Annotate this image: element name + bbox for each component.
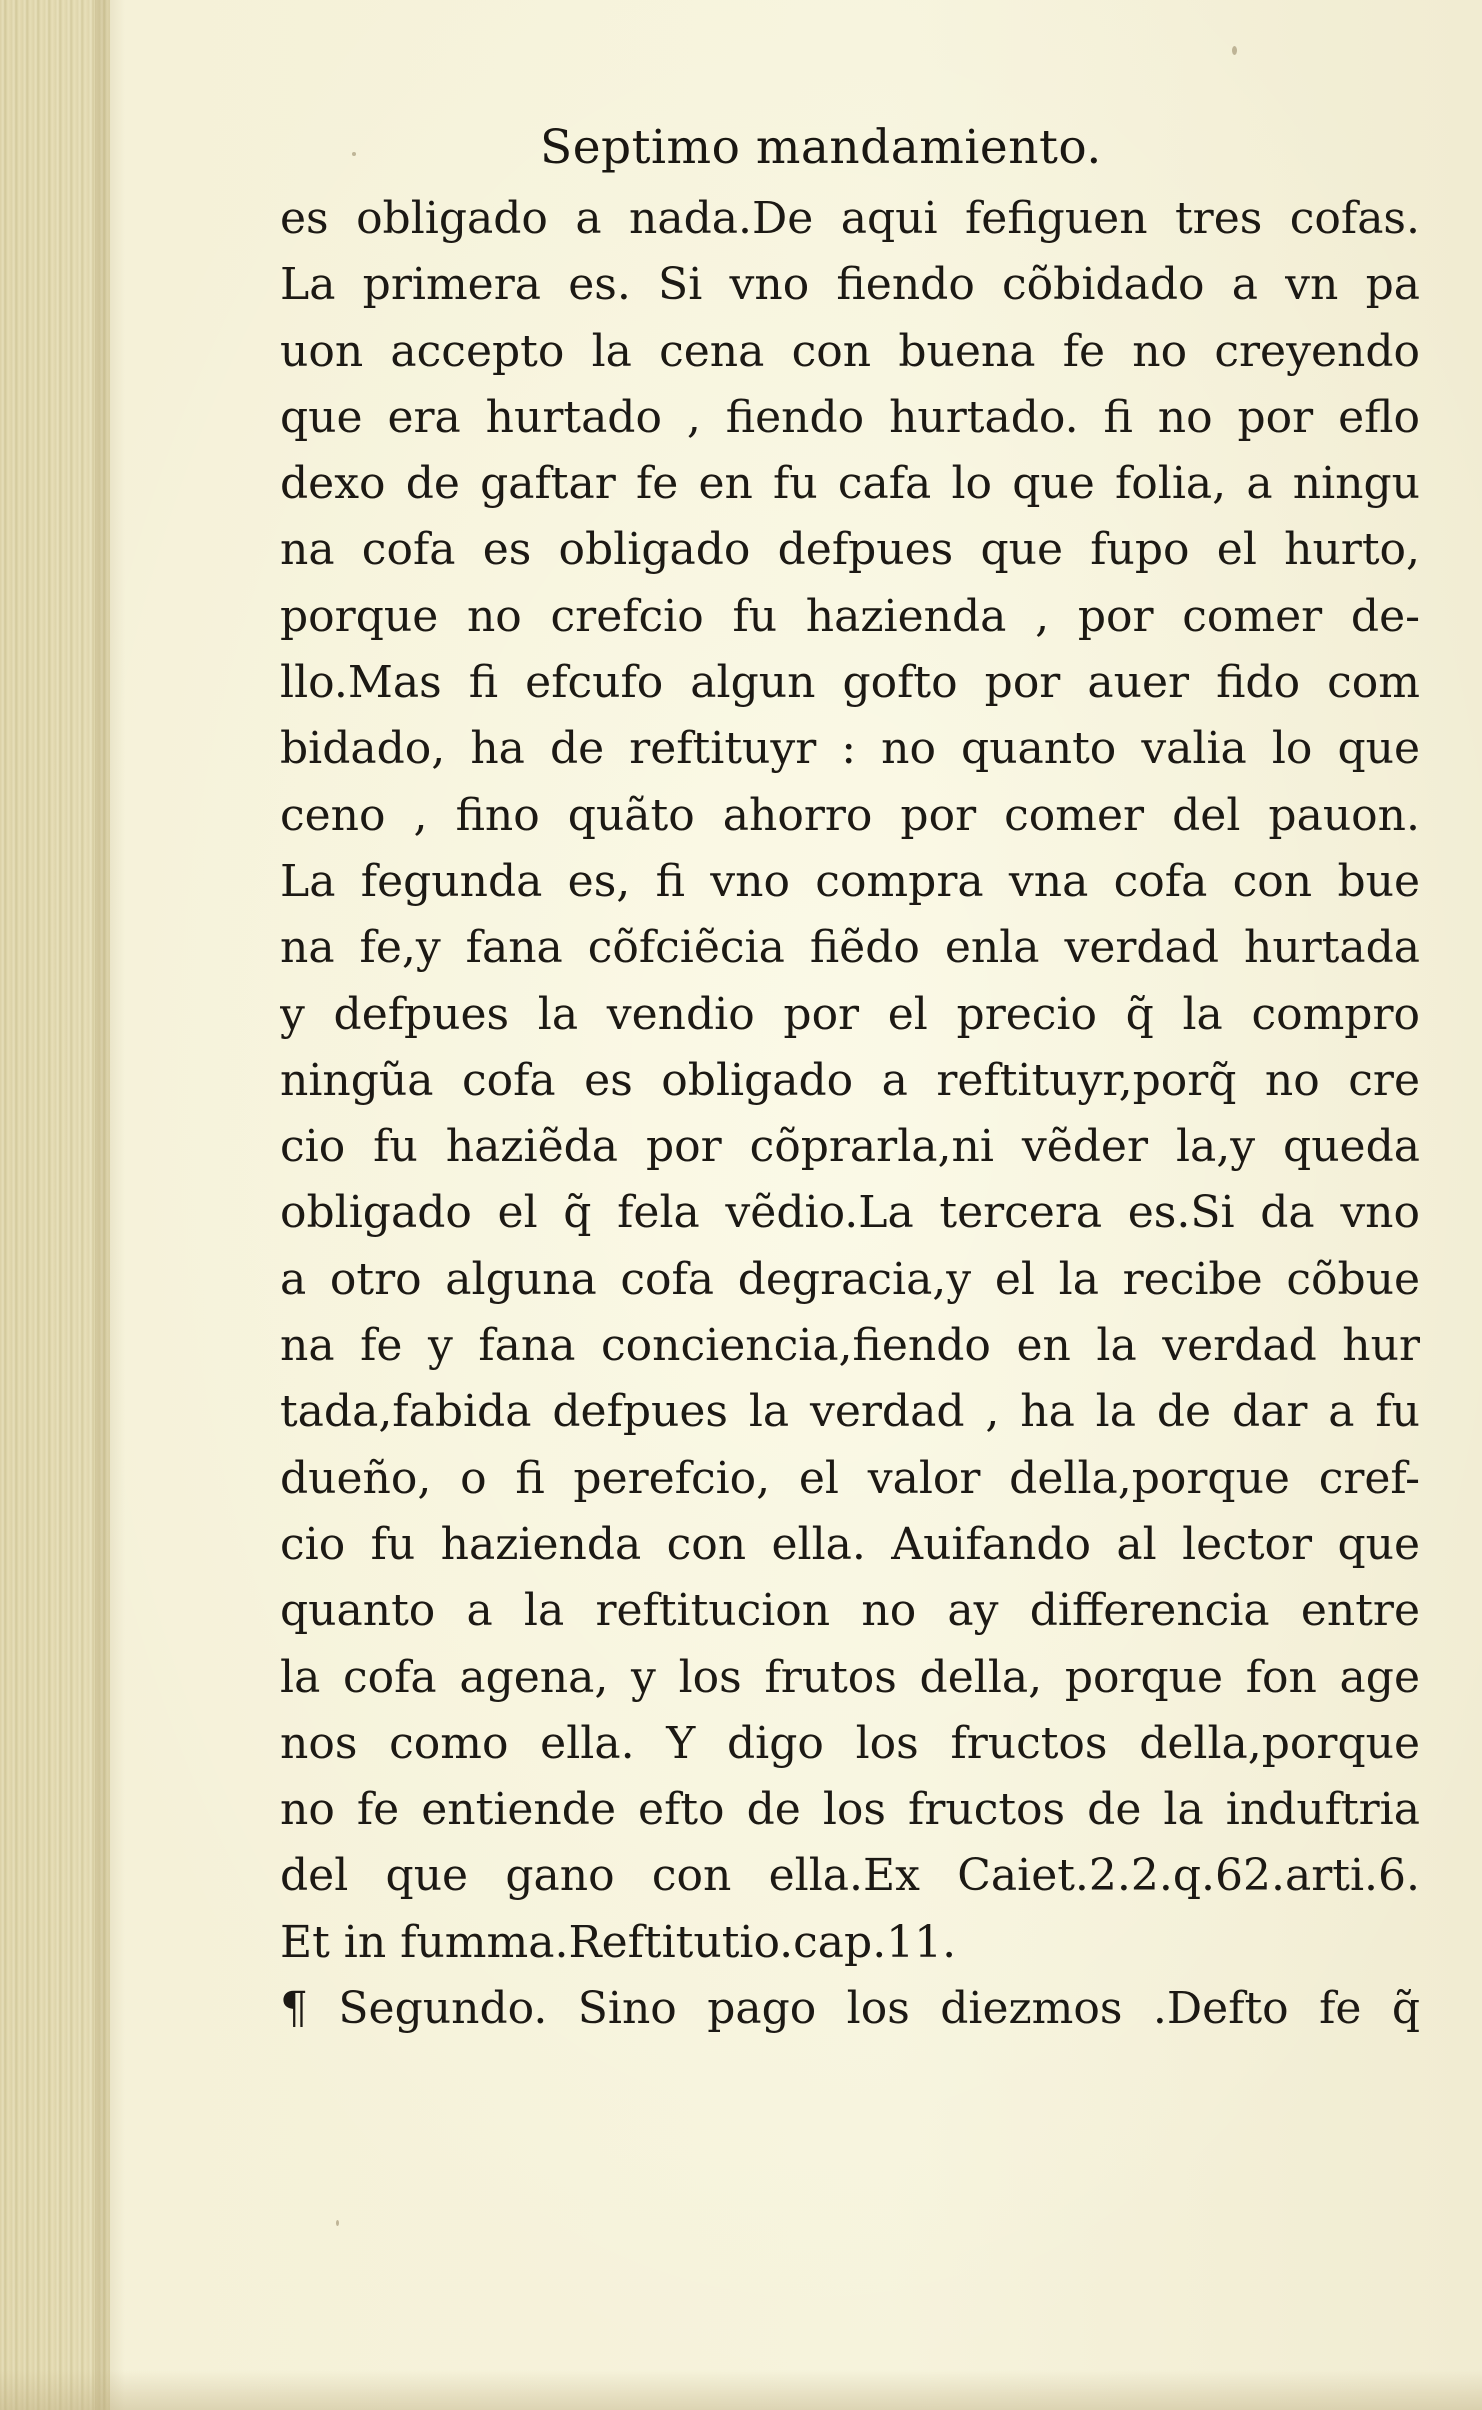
text-line: quanto a la reftitucion no ay differencia entre xyxy=(280,1585,1420,1637)
text-line: y defpues la vendio por el precio q̃ la compro xyxy=(280,988,1420,1040)
running-head: Septimo mandamiento. xyxy=(540,120,1102,175)
text-line: a otro alguna cofa degracia,y el la recibe cõbue xyxy=(280,1253,1420,1305)
text-line: Et in fumma.Reftitutio.cap.11. xyxy=(280,1916,957,1968)
text-line: dueño, o fi perefcio, el valor della,porque cref- xyxy=(280,1452,1420,1504)
page-gutter xyxy=(0,0,110,2410)
gutter-shadow xyxy=(95,0,125,2410)
paper-speck xyxy=(336,2220,339,2226)
text-line: ningũa cofa es obligado a reftituyr,porq̃ no cre xyxy=(280,1054,1420,1106)
text-line: no fe entiende efto de los fructos de la induftria xyxy=(280,1784,1420,1836)
text-line: uon accepto la cena con buena fe no creyendo xyxy=(280,325,1420,377)
text-line: na fe y fana conciencia,fiendo en la verdad hur xyxy=(280,1320,1420,1372)
paper-speck xyxy=(1232,46,1237,55)
page-body-text xyxy=(280,186,1420,2042)
text-line: obligado el q̃ fela vẽdio.La tercera es.Si da vno xyxy=(280,1187,1420,1239)
text-line: dexo de gaftar fe en fu cafa lo que folia, a ningu xyxy=(280,458,1420,510)
text-line: La primera es. Si vno fiendo cõbidado a vn pa xyxy=(280,259,1420,311)
text-line: La fegunda es, fi vno compra vna cofa con bue xyxy=(280,855,1420,907)
paper-speck xyxy=(352,152,356,156)
text-line: que era hurtado , fiendo hurtado. fi no por eflo xyxy=(280,391,1420,443)
text-line: la cofa agena, y los frutos della, porque fon age xyxy=(280,1651,1420,1703)
text-line: es obligado a nada.De aqui fefiguen tres cofas. xyxy=(280,193,1420,244)
page-bottom-edge xyxy=(0,2370,1482,2410)
text-line: na fe,y fana cõfciẽcia fiẽdo enla verdad hurtada xyxy=(280,922,1420,974)
text-line: bidado, ha de reftituyr : no quanto valia lo que xyxy=(280,723,1420,775)
text-line: ¶ Segundo. Sino pago los diezmos .Defto fe q̃ xyxy=(280,1983,1420,2035)
text-line: ceno , fino quãto ahorro por comer del pauon. xyxy=(280,789,1420,841)
text-line: cio fu haziẽda por cõprarla,ni vẽder la,y queda xyxy=(280,1121,1420,1173)
text-line: porque no crefcio fu hazienda , por comer de- xyxy=(280,590,1420,642)
text-line: cio fu hazienda con ella. Auifando al lector que xyxy=(280,1518,1420,1570)
text-line: na cofa es obligado defpues que fupo el hurto, xyxy=(280,524,1420,576)
text-line: nos como ella. Y digo los fructos della,porque xyxy=(280,1717,1420,1769)
text-line: llo.Mas fi efcufo algun gofto por auer fido com xyxy=(280,657,1420,709)
text-line: tada,fabida defpues la verdad , ha la de dar a fu xyxy=(280,1386,1420,1438)
text-line: del que gano con ella.Ex Caiet.2.2.q.62.arti.6. xyxy=(280,1850,1420,1902)
